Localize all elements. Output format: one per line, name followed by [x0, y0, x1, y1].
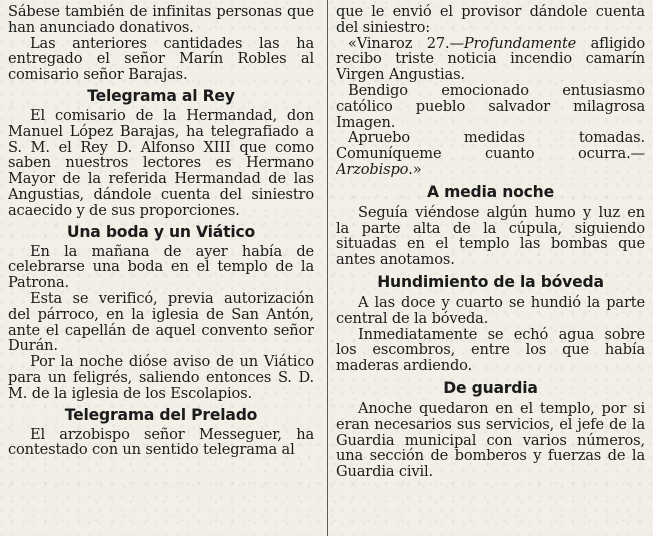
heading-boda-viatico: Una boda y un Viático	[66, 222, 256, 241]
heading-media-noche: A media noche	[427, 182, 554, 201]
quote-apruebo-text: Apruebo medidas tomadas. Comuníqueme cuanto ocurra.—	[336, 129, 645, 163]
paragraph-escombros: Inmediatamente se echó agua sobre los escombros, entre los que había maderas ardiendo.	[336, 325, 645, 375]
paragraph-provisor: que le envió el provisor dándole cuenta del siniestro:	[336, 4, 645, 36]
paragraph-guardia: Anoche quedaron en el templo, por si eran necesarios sus servicios, el jefe de la Guardia municipal con varios números, una sección de bomberos y fuerzas de la Guardia civil.	[336, 399, 645, 480]
quote-close: .»	[408, 160, 422, 178]
quote-vinaroz	[336, 36, 645, 83]
heading-telegrama-prelado: Telegrama del Prelado	[64, 405, 258, 424]
right-column	[336, 4, 645, 480]
quote-vinaroz-text: afligido recibo triste noticia incendio camarín Virgen Angustias.	[336, 34, 645, 84]
paragraph-humo: Seguía viéndose algún humo y luz en la parte alta de la cúpula, siguiendo situadas en el templo las bombas que antes anotamos.	[336, 203, 645, 269]
heading-telegrama-rey: Telegrama al Rey	[87, 86, 235, 105]
column-divider	[327, 0, 328, 536]
paragraph-comisario: El comisario de la Hermandad, don Manuel López Barajas, ha telegrafiado a S. M. el Rey D. Alfonso XIII que como saben nuestros lectores es Hermano Mayor de la referida Hermandad de las Angustias, dándole cuenta del siniestro acaecido y de sus proporciones.	[8, 106, 314, 219]
left-column	[8, 4, 314, 458]
heading-hundimiento: Hundimiento de la bóveda	[377, 272, 604, 291]
paragraph-boda: En la mañana de ayer había de celebrarse una boda en el templo de la Patrona.	[8, 242, 314, 292]
quote-signature: Arzobispo	[336, 160, 409, 178]
quote-apruebo	[336, 130, 645, 177]
quote-vinaroz-dateline: «Vinaroz 27.—	[348, 34, 464, 52]
quote-bendigo: Bendigo emocionado entusiasmo católico pueblo salvador milagrosa Imagen.	[336, 81, 645, 131]
paragraph-arzobispo: El arzobispo señor Messeguer, ha contestado con un sentido telegrama al	[8, 425, 314, 459]
paragraph-cantidades: Las anteriores cantidades las ha entregado el señor Marín Robles al comisario señor Barajas.	[8, 34, 314, 84]
quote-vinaroz-italic: Profundamente	[463, 34, 577, 52]
paragraph-san-anton: Esta se verificó, previa autorización del párroco, en la iglesia de San Antón, ante el capellán de aquel convento señor Durán.	[8, 289, 314, 355]
paragraph-doce-cuarto: A las doce y cuarto se hundió la parte central de la bóveda.	[336, 293, 645, 327]
heading-de-guardia: De guardia	[443, 378, 538, 397]
paragraph-viatico: Por la noche dióse aviso de un Viático para un feligrés, saliendo entonces S. D. M. de la iglesia de los Escolapios.	[8, 353, 314, 402]
paragraph-donativos: Sábese también de infinitas personas que han anunciado donativos.	[8, 4, 314, 36]
